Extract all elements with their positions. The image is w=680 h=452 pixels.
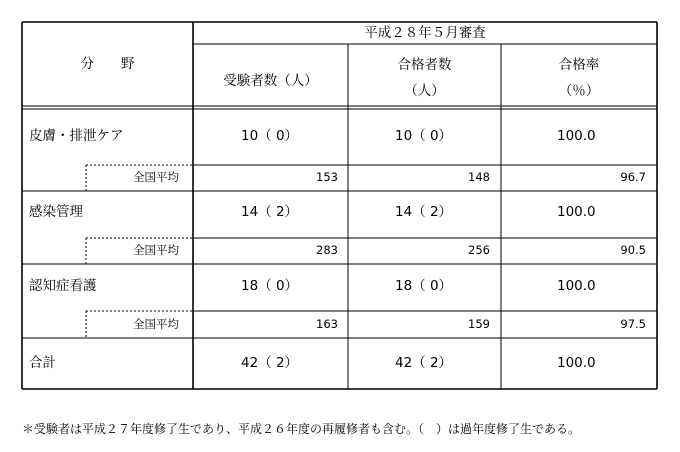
row-rate: 100.0 [557, 128, 596, 144]
header-field: 分 野 [80, 56, 135, 72]
avg-passers: 256 [468, 243, 490, 257]
row-field: 感染管理 [29, 204, 83, 220]
row-examinees: 18（ 0） [241, 278, 299, 294]
avg-examinees: 163 [316, 317, 338, 331]
total-examinees: 42（ 2） [241, 355, 299, 371]
row-passers: 18（ 0） [395, 278, 453, 294]
header-rate: 合格率 [558, 57, 600, 73]
avg-label: 全国平均 [133, 243, 179, 257]
avg-passers: 159 [468, 317, 490, 331]
row-passers: 14（ 2） [395, 204, 453, 220]
row-field: 皮膚・排泄ケア [29, 128, 124, 144]
header-rate-unit: （％） [558, 83, 600, 99]
total-field: 合計 [29, 355, 56, 371]
header-passers-unit: （人） [404, 83, 445, 99]
total-rate: 100.0 [557, 355, 596, 371]
total-passers: 42（ 2） [395, 355, 453, 371]
row-passers: 10（ 0） [395, 128, 453, 144]
avg-examinees: 153 [316, 170, 338, 184]
avg-rate: 96.7 [620, 170, 646, 184]
avg-passers: 148 [468, 170, 490, 184]
row-field: 認知症看護 [29, 278, 97, 294]
avg-rate: 97.5 [620, 317, 646, 331]
avg-label: 全国平均 [133, 317, 179, 331]
row-examinees: 10（ 0） [241, 128, 299, 144]
avg-label: 全国平均 [133, 170, 179, 184]
avg-rate: 90.5 [620, 243, 646, 257]
header-examinees: 受験者数（人） [223, 73, 318, 89]
header-passers: 合格者数 [397, 57, 452, 73]
header-survey: 平成２８年５月審査 [364, 25, 486, 41]
footnote: ＊受験者は平成２７年度修了生であり、平成２６年度の再履修者も含む。（ ）は過年度修了生である。 [22, 422, 581, 436]
row-rate: 100.0 [557, 204, 596, 220]
row-examinees: 14（ 2） [241, 204, 299, 220]
row-rate: 100.0 [557, 278, 596, 294]
avg-examinees: 283 [316, 243, 338, 257]
